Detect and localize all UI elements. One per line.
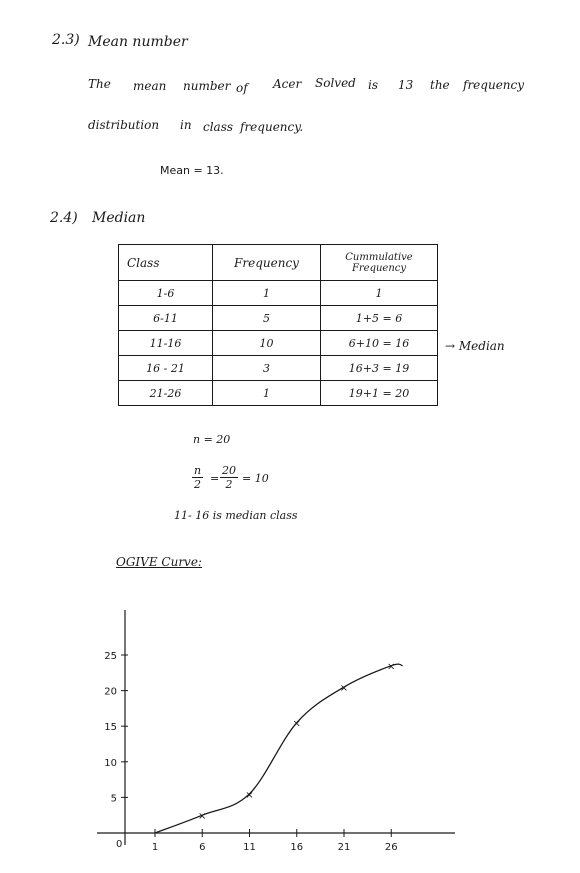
y-tick-label: 10: [104, 757, 117, 769]
class-cell: 6-11: [119, 306, 213, 331]
frequency-cell: 10: [213, 331, 321, 356]
table-header-row: [119, 245, 438, 281]
word: in: [180, 118, 192, 132]
table-row: [119, 356, 438, 381]
class-cell: 11-16: [119, 331, 213, 356]
mean-result: Mean = 13.: [160, 164, 224, 177]
fraction-denominator: 2: [225, 478, 233, 491]
table-row: [119, 306, 438, 331]
x-tick-label: 26: [384, 842, 398, 853]
frequency-cell: 1: [213, 381, 321, 406]
fraction-numerator: 20: [222, 464, 236, 477]
word: class: [203, 120, 234, 134]
cumulative-cell: 16+3 = 19: [321, 356, 438, 381]
section-title-median: Median: [92, 210, 146, 226]
y-tick-label: 5: [110, 793, 117, 805]
class-cell: 21-26: [119, 381, 213, 406]
frequency-cell: 5: [213, 306, 321, 331]
twenty-over-2-fraction: [220, 464, 238, 491]
ogive-title: OGIVE Curve:: [116, 555, 202, 569]
table-row: [119, 281, 438, 306]
word: number: [183, 79, 231, 93]
data-point-marker: ×: [245, 789, 254, 801]
header-class: Class: [119, 245, 213, 281]
origin-label: 0: [116, 839, 123, 850]
word: distribution: [88, 118, 160, 132]
data-point-marker: ×: [198, 811, 207, 823]
y-tick-label: 20: [104, 686, 117, 698]
word: mean: [133, 79, 167, 93]
n-over-2-fraction: [192, 464, 203, 491]
header-cumulative-frequency: Cummulative Frequency: [321, 245, 438, 281]
ogive-curve: [155, 661, 403, 833]
cumulative-cell: 1+5 = 6: [321, 306, 438, 331]
section-title-mean: Mean number: [88, 34, 188, 50]
fraction-denominator: 2: [194, 478, 202, 491]
cumulative-cell: 6+10 = 16: [321, 331, 438, 356]
word: frequency.: [240, 120, 304, 134]
cumulative-cell: 19+1 = 20: [321, 381, 438, 406]
ogive-chart: [0, 600, 580, 870]
data-point-marker: ×: [387, 661, 396, 673]
section-number-median: 2.4): [50, 210, 78, 226]
class-cell: 16 - 21: [119, 356, 213, 381]
cumulative-cell: 1: [321, 281, 438, 306]
half-n-result: = 10: [242, 472, 269, 485]
word: the: [430, 78, 450, 92]
frequency-cell: 1: [213, 281, 321, 306]
table-row: [119, 331, 438, 356]
equals-sign: =: [210, 472, 220, 485]
table-row: [119, 381, 438, 406]
word: Acer: [273, 77, 302, 91]
x-tick-label: 6: [199, 842, 206, 853]
x-tick-label: 1: [151, 842, 159, 853]
y-tick-label: 25: [104, 651, 117, 662]
section-number-mean: 2.3): [52, 32, 80, 48]
data-point-marker: ×: [292, 718, 301, 730]
word: of: [236, 81, 248, 95]
frequency-cell: 3: [213, 356, 321, 381]
x-tick-label: 21: [337, 842, 351, 853]
chart-axes: [97, 610, 455, 845]
data-point-marker: ×: [339, 683, 349, 695]
class-cell: 1-6: [119, 281, 213, 306]
word: 13: [398, 78, 414, 92]
word: The: [88, 77, 111, 91]
x-tick-label: 16: [290, 842, 304, 853]
word: Solved: [315, 76, 356, 90]
chart-series: [155, 662, 403, 833]
median-class-conclusion: 11- 16 is median class: [174, 509, 298, 522]
word: is: [368, 78, 378, 92]
frequency-table: [118, 244, 438, 406]
n-value: n = 20: [193, 433, 231, 446]
fraction-numerator: n: [194, 464, 202, 477]
x-tick-label: 11: [243, 842, 256, 853]
median-arrow-label: → Median: [445, 339, 505, 353]
header-frequency: Frequency: [213, 245, 321, 281]
word: frequency: [463, 78, 525, 92]
y-tick-label: 15: [104, 722, 117, 734]
